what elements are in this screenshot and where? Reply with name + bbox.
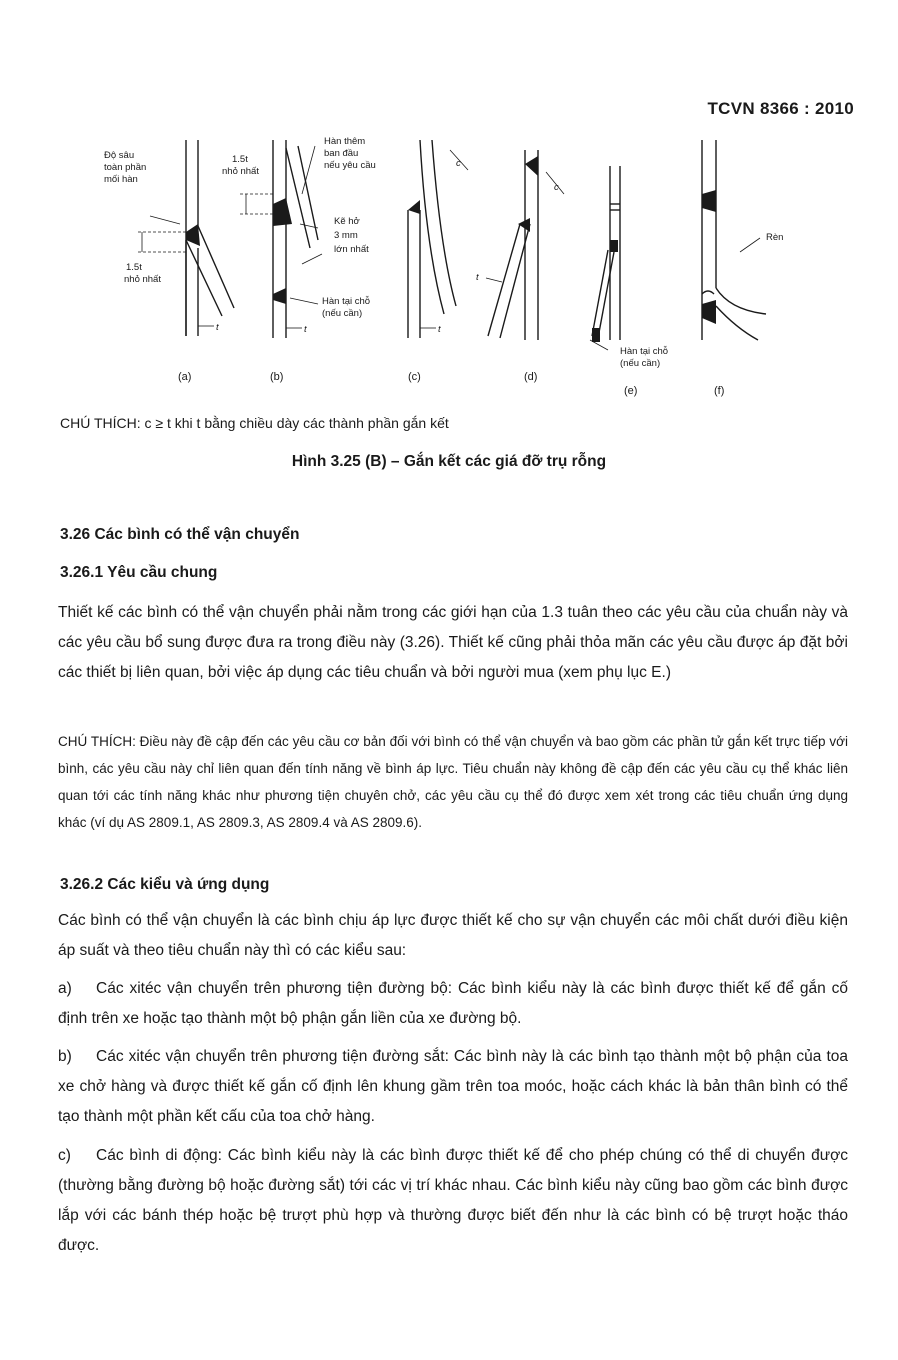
label-b-gap-1: Kẽ hở	[334, 216, 360, 227]
label-b-gap-2: 3 mm	[334, 230, 358, 241]
label-e-tack-1: Hàn tại chỗ	[620, 346, 669, 357]
label-a-depth-3: mối hàn	[104, 174, 138, 185]
weld-d-bottom	[518, 218, 530, 232]
weld-b-bottom	[273, 288, 286, 304]
figure-note: CHÚ THÍCH: c ≥ t khi t bằng chiều dày các thành phần gắn kết	[60, 415, 449, 431]
panel-label-c: (c)	[408, 371, 421, 383]
label-a-min-bottom: 1.5t	[126, 262, 142, 273]
section-3-26-1-paragraph: Thiết kế các bình có thể vận chuyển phải nằm trong các giới hạn của 1.3 tuân theo các yêu cầu của chuẩn này và các yêu cầu bổ sung được đưa ra trong điều này (3.26). Thiết kế cũng phải thỏa mãn các yêu cầu được áp đặt bởi các thiết bị liên quan, bởi việc áp dụng các tiêu chuẩn và bởi người mua (xem phụ lục E.)	[58, 604, 848, 681]
label-b-extra-2: ban đầu	[324, 148, 359, 159]
weld-e-bottom	[592, 328, 600, 342]
label-c-c: c	[456, 158, 461, 169]
list-item-b-text: Các xitéc vận chuyển trên phương tiện đường sắt: Các bình này là các bình tạo thành một bộ phận của toa xe chở hàng và được thiết kế gắn cố định lên khung gầm trên toa moóc, hoặc cách khác là bản thân bình có thể tạo thành một phần kết cấu của toa chở hàng.	[58, 1048, 848, 1125]
section-3-26-2-title: 3.26.2 Các kiểu và ứng dụng	[60, 876, 270, 893]
label-b-extra-1: Hàn thêm	[324, 136, 366, 147]
standard-code: TCVN 8366 : 2010	[707, 99, 854, 118]
label-e-tack-2: (nếu cần)	[620, 358, 661, 369]
figure-3-25b	[90, 128, 810, 408]
label-b-min-sub: nhỏ nhất	[222, 166, 259, 177]
list-item-c	[58, 1141, 848, 1261]
label-b-min: 1.5t	[232, 154, 248, 165]
label-b-t: t	[304, 324, 307, 335]
weld-b-top	[273, 198, 292, 226]
label-b-tack-2: (nếu cần)	[322, 308, 363, 319]
figure-caption: Hình 3.25 (B) – Gắn kết các giá đỡ trụ rỗng	[291, 453, 607, 470]
list-item-b	[58, 1042, 848, 1132]
list-item-a-label: a)	[58, 980, 72, 997]
label-b-tack-1: Hàn tại chỗ	[322, 296, 371, 307]
section-3-26-title: 3.26 Các bình có thể vận chuyển	[60, 526, 300, 543]
list-item-a-text: Các xitéc vận chuyển trên phương tiện đường bộ: Các bình kiểu này là các bình được thiết kế để gắn cố định trên xe hoặc tạo thành một bộ phận gắn liền của xe đường bộ.	[58, 980, 848, 1027]
panel-label-a: (a)	[178, 371, 192, 383]
list-item-c-text: Các bình di động: Các bình kiểu này là các bình được thiết kế để cho phép chúng có thể di chuyển được (thường bằng đường bộ hoặc đường sắt) tới các vị trí khác nhau. Các bình kiểu này cũng bao gồm các bình được lắp với các bánh thép hoặc bệ trượt phù hợp và thường được biết đến như là các bình có bệ trượt hoặc tháo được.	[58, 1147, 848, 1254]
section-3-26-2-paragraph: Các bình có thể vận chuyển là các bình chịu áp lực được thiết kế cho sự vận chuyển các môi chất dưới điều kiện áp suất và theo tiêu chuẩn này thì có các kiểu sau:	[58, 912, 848, 959]
weld-f-bottom	[702, 300, 716, 324]
label-d-t: t	[476, 272, 479, 283]
label-b-gap-3: lớn nhất	[334, 244, 369, 255]
list-item-b-label: b)	[58, 1048, 72, 1065]
weld-d-top	[525, 156, 538, 176]
panel-label-e: (e)	[624, 385, 638, 397]
label-a-t: t	[216, 322, 219, 333]
section-3-26-1-title: 3.26.1 Yêu cầu chung	[60, 564, 218, 581]
panel-e-drawing	[590, 166, 620, 350]
list-item-a	[58, 974, 848, 1034]
panel-label-f: (f)	[714, 385, 725, 397]
label-d-c: c	[554, 182, 559, 193]
figure-drawing	[90, 128, 810, 408]
section-3-26-1-note: CHÚ THÍCH: Điều này đề cập đến các yêu cầu cơ bản đối với bình có thể vận chuyển và bao gồm các phần tử gắn kết trực tiếp với bình, các yêu cầu này chỉ liên quan đến tính năng về bình áp lực. Tiêu chuẩn này không đề cập đến các yêu cầu cụ thể khác liên quan tới các tính năng khác như phương tiện chuyên chở, các yêu cầu cụ thể đó được xem xét trong các tiêu chuẩn ứng dụng khác (ví dụ AS 2809.1, AS 2809.3, AS 2809.4 và AS 2809.6).	[58, 734, 848, 830]
panel-d-drawing	[486, 150, 564, 340]
weld-e-top	[610, 240, 618, 252]
label-a-min-bottom-sub: nhỏ nhất	[124, 274, 161, 285]
weld-a	[186, 224, 200, 246]
label-a-depth-1: Độ sâu	[104, 150, 135, 161]
list-item-c-label: c)	[58, 1147, 71, 1164]
label-b-extra-3: nếu yêu cầu	[324, 160, 376, 171]
label-a-depth-2: toàn phần	[104, 162, 147, 173]
weld-f-top	[702, 190, 716, 212]
label-f-forged: Rèn	[766, 232, 784, 243]
weld-c	[408, 200, 420, 214]
panel-label-d: (d)	[524, 371, 538, 383]
panel-c-drawing	[408, 140, 468, 338]
panel-label-b: (b)	[270, 371, 284, 383]
label-c-t: t	[438, 324, 441, 335]
